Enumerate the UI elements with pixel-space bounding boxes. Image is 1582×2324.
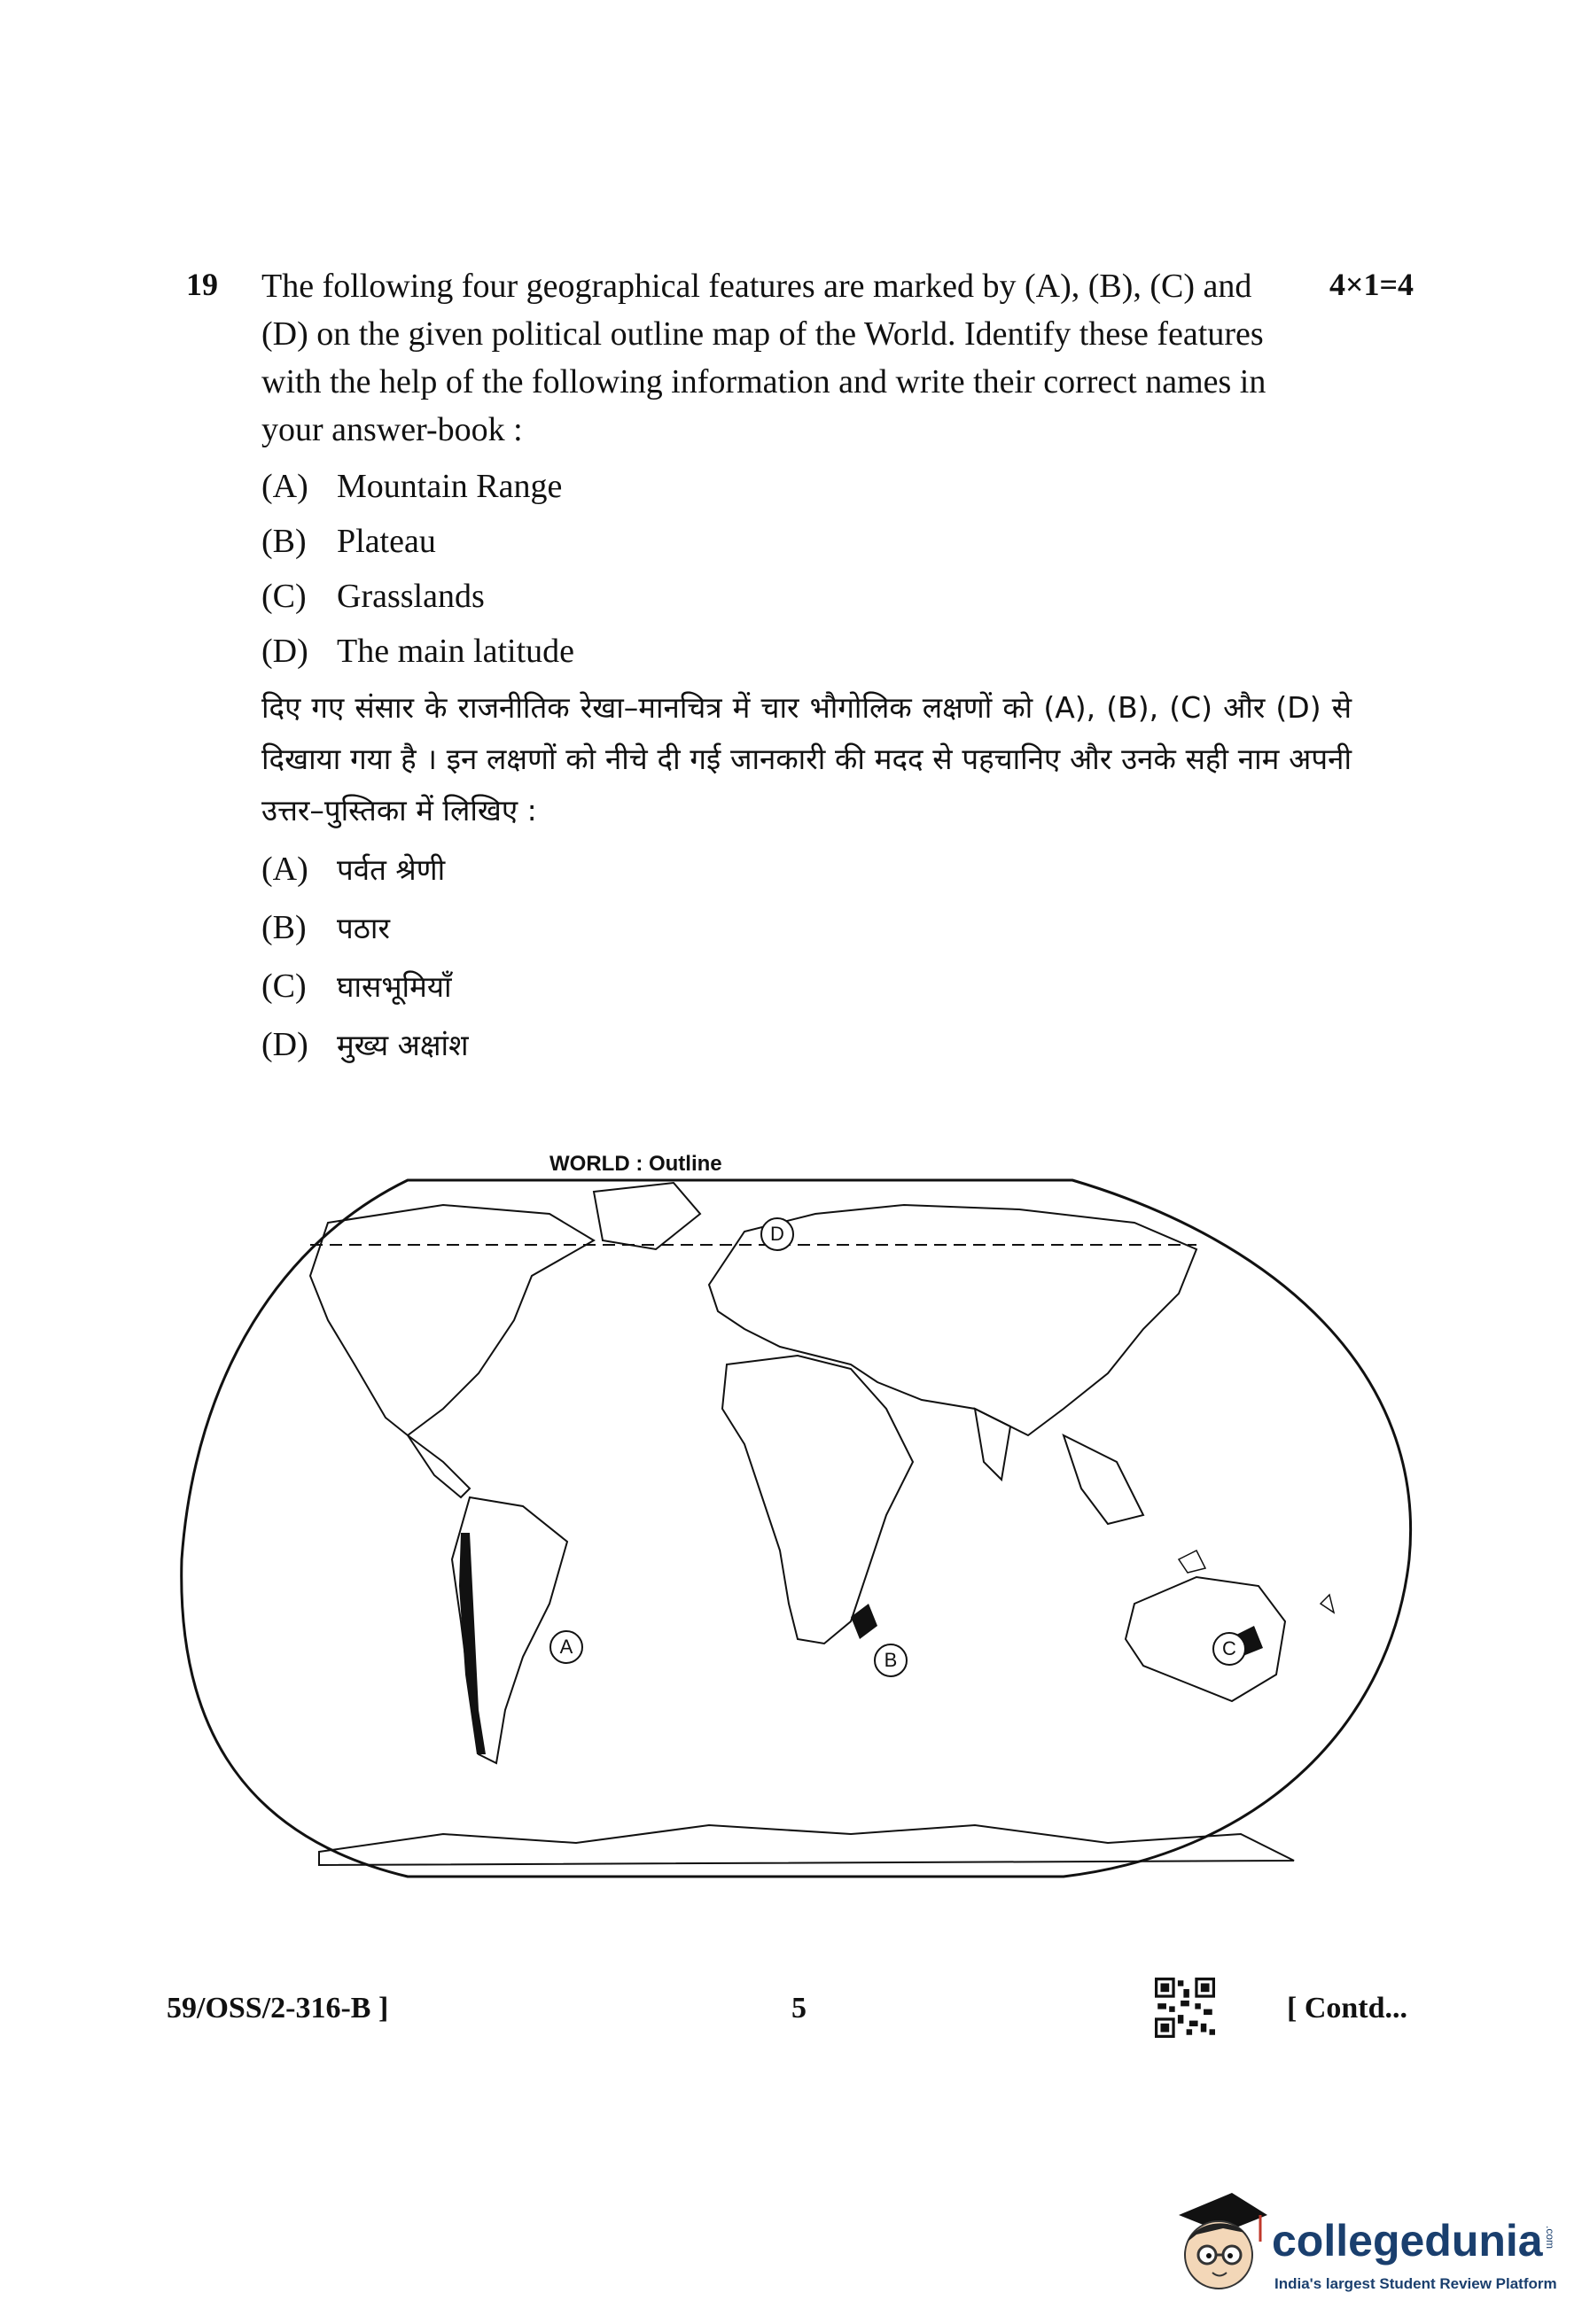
option-d-en: (D) The main latitude [261,633,575,670]
brand-name: collegedunia [1272,2216,1543,2266]
mascot-logo-icon [1161,2180,1267,2312]
option-d-hi: (D) मुख्य अक्षांश [261,1026,469,1063]
map-marker-c: C [1212,1632,1246,1666]
map-marker-b: B [874,1644,908,1677]
brand-tagline: India's largest Student Review Platform [1274,2275,1557,2292]
question-text-hindi: दिए गए संसार के राजनीतिक रेखा–मानचित्र में चार भौगोलिक लक्षणों को (A), (B), (C) और (D) से दिखाया गया है । इन लक्षणों को नीचे दी गई जानकारी की मदद से पहचानिए और उनके सही नाम अपनी उत्तर–पुस्तिका में लिखिए : [261,690,1352,828]
option-a-en: (A) Mountain Range [261,468,563,505]
option-b-hi: (B) पठार [261,909,390,946]
question-number: 19 [186,267,218,302]
question-marks: 4×1=4 [1329,267,1414,302]
options-hindi [261,840,469,1074]
map-title: WORLD : Outline [549,1152,722,1176]
question-text-english: The following four geographical features are marked by (A), (B), (C) and (D) on the given political outline map of the World. Identify these features with the help of the following information and write their correct names in your answer-book : [261,268,1266,448]
brand-watermark [1161,2180,1569,2312]
option-c-hi: (C) घासभूमियाँ [261,968,452,1005]
map-marker-d: D [760,1217,794,1251]
option-b-en: (B) Plateau [261,523,436,560]
map-drawing [177,1143,1427,1905]
paper-code: 59/OSS/2-316-B ] [167,1992,389,2025]
continued-marker: [ Contd... [1287,1992,1408,2025]
world-outline-map [177,1143,1427,1905]
map-marker-a: A [549,1630,583,1664]
brand-suffix: .com [1544,2226,1556,2250]
qr-code-icon [1155,1978,1215,2038]
page-number: 5 [791,1992,807,2025]
options-english [261,459,574,679]
option-a-hi: (A) पर्वत श्रेणी [261,851,446,888]
option-c-en: (C) Grasslands [261,578,485,615]
